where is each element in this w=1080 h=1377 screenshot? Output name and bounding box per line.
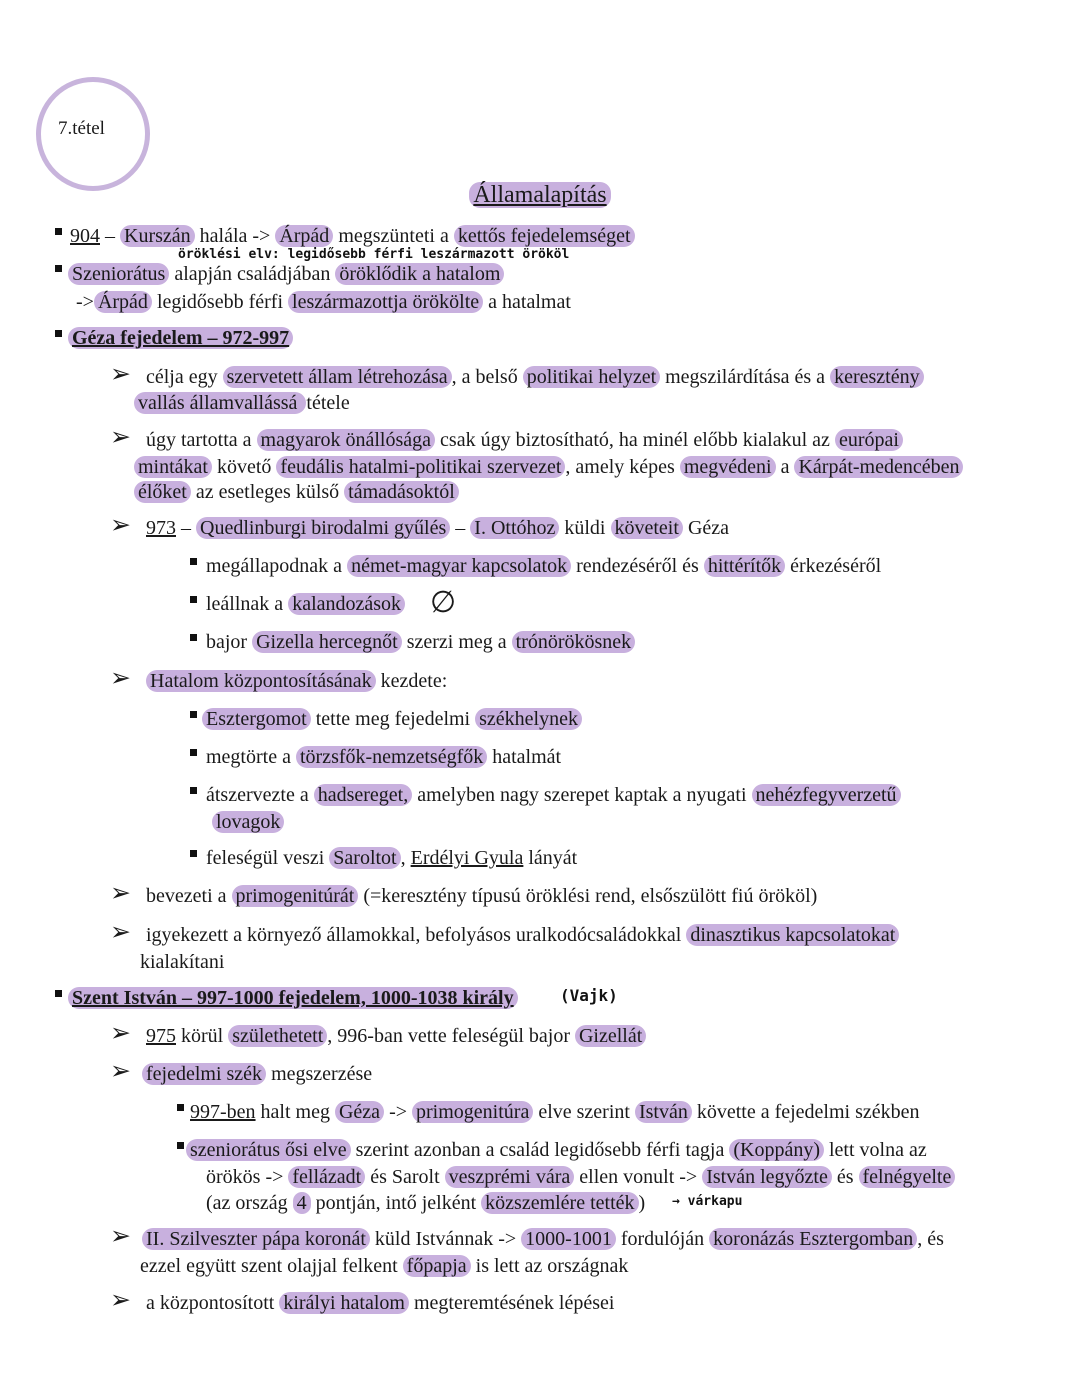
- text-line-ugy-tartotta: úgy tartotta a magyarok önállósága csak úgy biztosítható, ha minél előbb kialakul az európai: [146, 428, 903, 452]
- section-heading-istvan: Szent István – 997-1000 fejedelem, 1000-1038 király: [68, 986, 518, 1010]
- bullet-square: [190, 634, 197, 641]
- bullet-square: [55, 330, 62, 337]
- text-line-szenioratus-elve: szeniorátus ősi elve szerint azonban a család legidősebb férfi tagja (Koppány) lett volna az: [186, 1138, 927, 1162]
- bullet-square: [190, 850, 197, 857]
- text-line-felesegul: feleségül veszi Saroltot , Erdélyi Gyula lányát: [206, 847, 578, 869]
- text-line-celja: célja egy szervetett állam létrehozása , a belső politikai helyzet megszilárdítása és a keresztény: [146, 365, 924, 389]
- arrow-bullet-icon: ➢: [110, 359, 131, 388]
- bullet-square: [55, 990, 62, 997]
- text-line-megtorte: megtörte a törzsfők-nemzetségfők hatalmát: [206, 746, 562, 768]
- bullet-square: [190, 711, 197, 718]
- text-line-celja-2: vallás államvallássá tétele: [134, 391, 350, 415]
- text-line-ugy-tartotta-2: mintákat követő feudális hatalmi-politikai szervezet , amely képes megvédeni a Kárpát-medencében: [134, 455, 963, 479]
- bullet-square: [190, 749, 197, 756]
- arrow-bullet-icon: ➢: [110, 878, 131, 907]
- bullet-square: [190, 596, 197, 603]
- text-line-szilveszter-2: ezzel együtt szent olajjal felkent főpapja is lett az országnak: [140, 1255, 629, 1277]
- text-line-primogenitura: bevezeti a primogenitúrát (=keresztény típusú öröklési rend, elsőszülött fiú örököl): [146, 885, 818, 907]
- text-line-szenioratus: Szeniorátus alapján családjában öröklődik a hatalom: [68, 262, 504, 286]
- text-line-szenioratus-elve-2: örökös -> fellázadt és Sarolt veszprémi vára ellen vonult -> István legyőzte és felnégyelte: [206, 1165, 955, 1189]
- arrow-bullet-icon: ➢: [110, 510, 131, 539]
- text-line-esztergom: Esztergomot tette meg fejedelmi székhelynek: [202, 707, 582, 731]
- bullet-square: [190, 787, 197, 794]
- page-title: Államalapítás: [0, 182, 1080, 209]
- handwritten-note-vajk: (Vajk): [560, 986, 618, 1005]
- section-heading-geza: Géza fejedelem – 972-997: [68, 326, 293, 350]
- text-line-ugy-tartotta-3: élőket az esetleges külső támadásoktól: [134, 480, 459, 504]
- arrow-bullet-icon: ➢: [110, 1018, 131, 1047]
- text-line-szenioratus-elve-3: (az ország 4 pontján, intő jelként közszemlére tették ): [206, 1192, 646, 1214]
- text-line-fejedelmi-szek: fejedelmi szék megszerzése: [142, 1062, 372, 1086]
- text-line-975: 975 körül születhetett , 996-ban vette feleségül bajor Gizellát: [146, 1024, 646, 1048]
- arrow-bullet-icon: ➢: [110, 422, 131, 451]
- arrow-bullet-icon: ➢: [110, 1056, 131, 1085]
- text-line-atszervezte: átszervezte a hadsereget, amelyben nagy szerepet kaptak a nyugati nehézfegyverzetű: [206, 783, 901, 807]
- text-line-kozpontositott: a központosított királyi hatalom megteremtésének lépései: [146, 1292, 615, 1314]
- text-line-973: 973 – Quedlinburgi birodalmi gyűlés – I. Ottóhoz küldi követeit Géza: [146, 517, 730, 539]
- topic-label: 7.tétel: [58, 118, 105, 139]
- text-line-arpad: -> Árpád legidősebb férfi leszármazottja örökölte a hatalmat: [76, 291, 571, 313]
- text-line-igyekezett-2: kialakítani: [140, 951, 225, 973]
- bullet-square: [190, 558, 197, 565]
- bullet-square: [177, 1104, 184, 1111]
- bullet-square: [55, 228, 62, 235]
- empty-set-icon: ∅: [430, 585, 457, 620]
- bullet-square: [55, 265, 62, 272]
- text-line-904: 904 – Kurszán halála -> Árpád megszünteti a kettős fejedelemséget: [70, 224, 635, 248]
- arrow-bullet-icon: ➢: [110, 663, 131, 692]
- arrow-bullet-icon: ➢: [110, 1285, 131, 1314]
- text-line-hatalom: Hatalom központosításának kezdete:: [146, 669, 447, 693]
- handwritten-note-inheritance: öröklési elv: legidősebb férfi leszármazott örököl: [178, 247, 570, 262]
- arrow-bullet-icon: ➢: [110, 1221, 131, 1250]
- arrow-bullet-icon: ➢: [110, 917, 131, 946]
- bullet-square: [177, 1142, 184, 1149]
- text-line-bajor-gizella: bajor Gizella hercegnőt szerzi meg a trónörökösnek: [206, 630, 635, 654]
- text-line-997: 997-ben halt meg Géza -> primogenitúra elve szerint István követte a fejedelmi székben: [190, 1101, 920, 1123]
- text-line-leallnak: leállnak a kalandozások: [206, 592, 405, 616]
- text-line-szilveszter: II. Szilveszter pápa koronát küld Istvánnak -> 1000-1001 fordulóján koronázás Esztergomban , és: [142, 1227, 944, 1251]
- text-line-atszervezte-2: lovagok: [212, 810, 284, 834]
- text-line-megallapodnak: megállapodnak a német-magyar kapcsolatok rendezéséről és hittérítők érkezéséről: [206, 555, 882, 577]
- handwritten-note-varkapu: → várkapu: [672, 1194, 743, 1209]
- text-line-igyekezett: igyekezett a környező államokkal, befolyásos uralkodócsaládokkal dinasztikus kapcsolatokat: [146, 923, 899, 947]
